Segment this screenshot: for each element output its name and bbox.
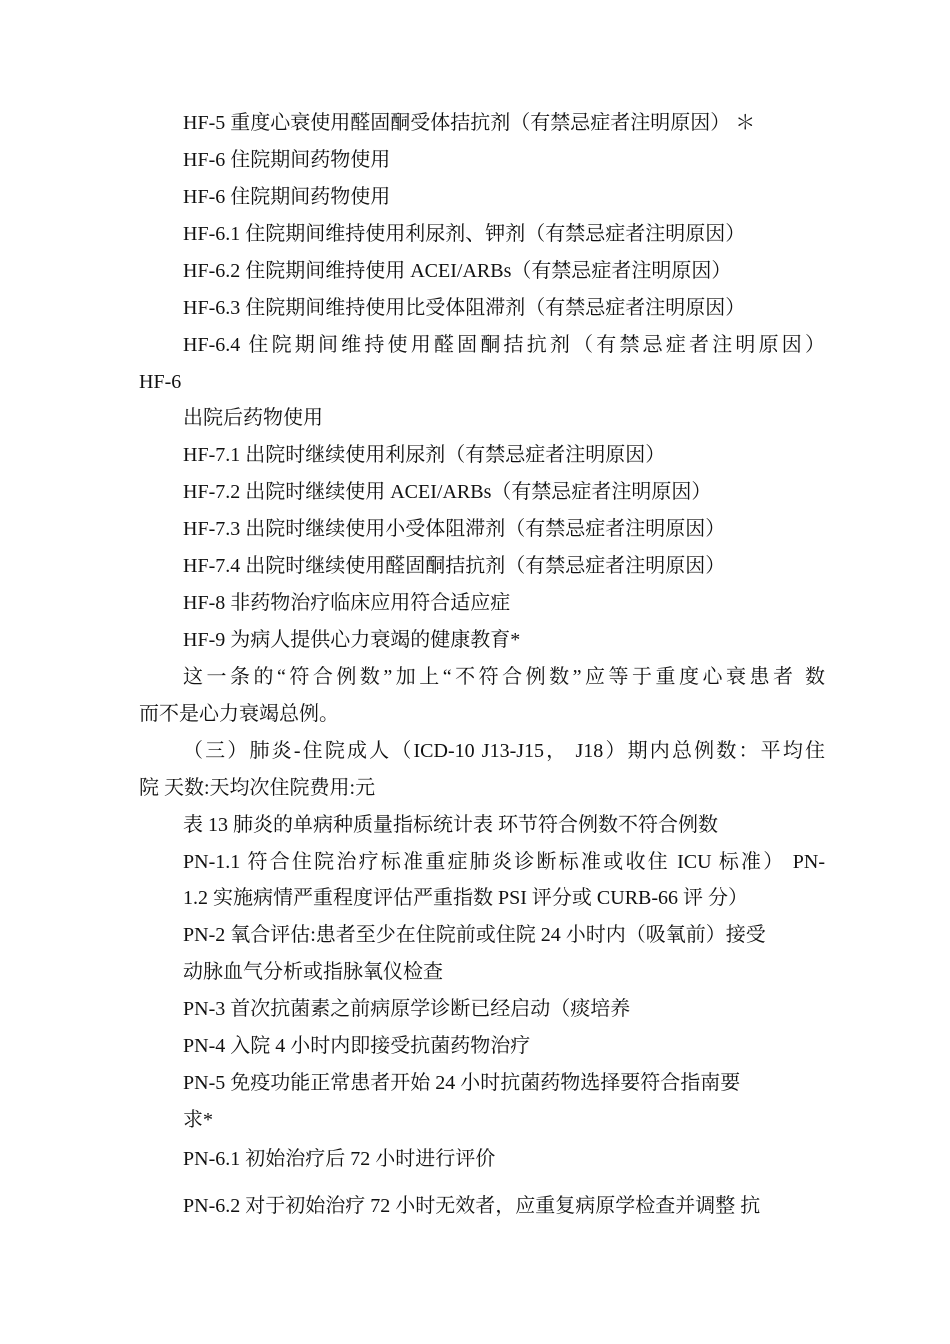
text-line: HF-7.2 出院时继续使用 ACEI/ARBs（有禁忌症者注明原因） <box>183 481 712 503</box>
text-line: 1.2 实施病情严重程度评估严重指数 PSI 评分或 CURB-66 评 分） <box>183 887 749 909</box>
text-line: HF-7.1 出院时继续使用利尿剂（有禁忌症者注明原因） <box>183 444 666 466</box>
text-line: PN-6.2 对于初始治疗 72 小时无效者，应重复病原学检查并调整 抗 <box>183 1195 761 1217</box>
text-line: HF-6.3 住院期间维持使用比受体阻滞剂（有禁忌症者注明原因） <box>183 297 746 319</box>
text-line: HF-6 住院期间药物使用 <box>183 186 391 208</box>
text-line: 动脉血气分析或指脉氧仪检查 <box>183 961 443 983</box>
text-line: 出院后药物使用 <box>183 407 323 429</box>
text-line: HF-6.1 住院期间维持使用利尿剂、钾剂（有禁忌症者注明原因） <box>183 223 746 245</box>
text-line: PN-4 入院 4 小时内即接受抗菌药物治疗 <box>183 1035 531 1057</box>
text-line: PN-6.1 初始治疗后 72 小时进行评价 <box>183 1148 496 1170</box>
text-line: 院 天数:天均次住院费用:元 <box>139 777 376 799</box>
text-line: （三）肺炎-住院成人（ICD-10 J13-J15， J18）期内总例数：平均住 <box>183 740 825 762</box>
text-line: HF-7.3 出院时继续使用小受体阻滞剂（有禁忌症者注明原因） <box>183 518 726 540</box>
text-line: HF-5 重度心衰使用醛固酮受体拮抗剂（有禁忌症者注明原因） ＊ <box>183 112 756 134</box>
text-line: PN-2 氧合评估:患者至少在住院前或住院 24 小时内（吸氧前）接受 <box>183 924 766 946</box>
text-line: 这一条的“符合例数”加上“不符合例数”应等于重度心衰患者 数 <box>183 666 825 688</box>
text-line: HF-6 <box>139 371 182 393</box>
text-line: 表 13 肺炎的单病种质量指标统计表 环节符合例数不符合例数 <box>183 814 718 836</box>
text-line: PN-1.1 符合住院治疗标准重症肺炎诊断标准或收住 ICU 标准） PN- <box>183 851 825 873</box>
text-line: PN-3 首次抗菌素之前病原学诊断已经启动（痰培养 <box>183 998 631 1020</box>
text-line: 而不是心力衰竭总例。 <box>139 703 339 725</box>
text-line: HF-9 为病人提供心力衰竭的健康教育* <box>183 629 521 651</box>
text-line: PN-5 免疫功能正常患者开始 24 小时抗菌药物选择要符合指南要 <box>183 1072 741 1094</box>
text-line: HF-7.4 出院时继续使用醛固酮拮抗剂（有禁忌症者注明原因） <box>183 555 726 577</box>
text-line: HF-8 非药物治疗临床应用符合适应症 <box>183 592 511 614</box>
text-line: 求* <box>183 1109 213 1131</box>
text-line: HF-6.4 住院期间维持使用醛固酮拮抗剂（有禁忌症者注明原因） <box>183 334 825 356</box>
text-line: HF-6.2 住院期间维持使用 ACEI/ARBs（有禁忌症者注明原因） <box>183 260 732 282</box>
text-line: HF-6 住院期间药物使用 <box>183 149 391 171</box>
